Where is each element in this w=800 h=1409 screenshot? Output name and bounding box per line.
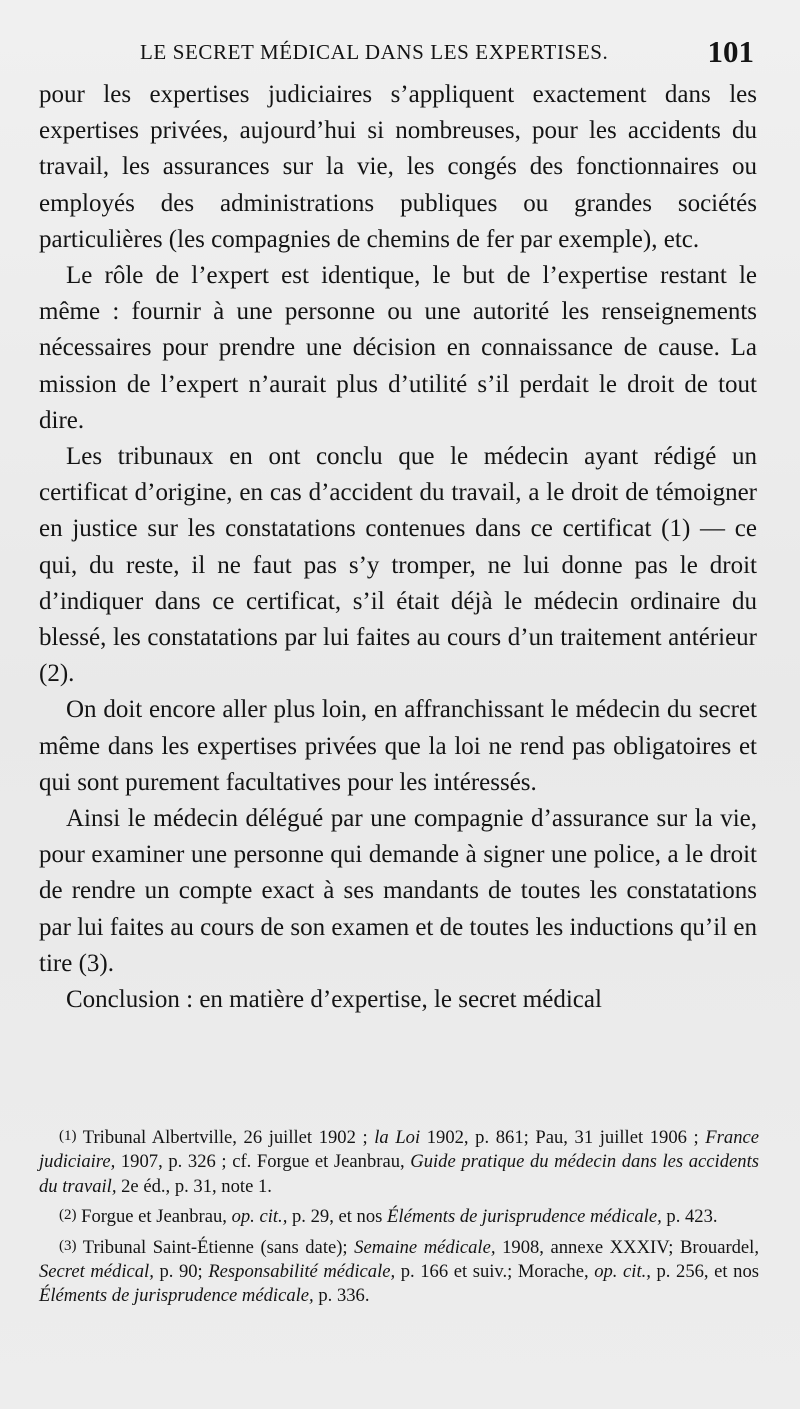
footnote-text: p. 423. — [661, 1206, 718, 1228]
footnote-text: p. 256, et nos — [650, 1261, 759, 1283]
footnote-italic: France judiciaire, — [39, 1127, 759, 1173]
page-number: 101 — [707, 34, 754, 69]
paragraph: On doit encore aller plus loin, en affranchissant le médecin du secret même dans les expertises privées que la loi ne rend pas obligatoires et qui sont purement facultatives pour les intéressés. — [39, 696, 757, 796]
footnote-1 — [39, 1124, 759, 1199]
footnote-italic: Éléments de jurisprudence médicale, — [387, 1206, 662, 1228]
footnote-italic: Guide pratique du médecin dans les accidents du travail, — [39, 1151, 759, 1197]
footnotes — [39, 1124, 759, 1313]
footnote-2 — [39, 1203, 759, 1229]
footnote-text: 1908, annexe XXXIV; Brouardel, — [495, 1236, 759, 1258]
footnote-italic: op. cit., — [231, 1206, 288, 1228]
paragraph: Le rôle de l’expert est identique, le but de l’expertise restant le même : fournir à une personne ou une autorité les renseignements nécessaires pour prendre une décision en connaissance de cause. La mission de l’expert n’aurait plus d’utilité s’il perdait le droit de tout dire. — [39, 262, 757, 434]
paragraph: Ainsi le médecin délégué par une compagnie d’assurance sur la vie, pour examiner une personne qui demande à signer une police, a le droit de rendre un compte exact à ses mandants de toutes les constatations par lui faites au cours de son examen et de toutes les inductions qu’il en tire (3). — [39, 805, 757, 977]
running-title: LE SECRET MÉDICAL DANS LES EXPERTISES. — [140, 40, 609, 64]
body-text — [39, 77, 757, 1018]
footnote-3 — [39, 1234, 759, 1309]
footnote-text: Tribunal Albertville, 26 juillet 1902 ; — [76, 1127, 375, 1148]
paragraph-continuation: pour les expertises judiciaires s’appliquent exactement dans les expertises privées, aujourd’hui si nombreuses, pour les accidents du travail, les assurances sur la vie, les congés des fonctionnaires ou employés des administrations publiques ou grandes sociétés particulières (les compagnies de chemins de fer par exemple), etc. — [39, 81, 757, 253]
footnote-mark: (3) — [59, 1237, 77, 1254]
footnote-text: 2e éd., p. 31, note 1. — [116, 1175, 272, 1197]
footnote-italic: Responsabilité médicale, — [208, 1261, 396, 1283]
footnote-italic: Semaine médicale, — [354, 1236, 496, 1258]
footnote-mark: (2) — [59, 1207, 77, 1224]
footnote-mark: (1) — [59, 1128, 77, 1144]
paragraph: Les tribunaux en ont conclu que le médecin ayant rédigé un certificat d’origine, en cas d’accident du travail, a le droit de témoigner en justice sur les constatations contenues dans ce certificat (1) — ce qui, du reste, il ne faut pas s’y tromper, ne lui donne pas le droit d’indiquer dans ce certificat, s’il était déjà le médecin ordinaire du blessé, les constatations par lui faites au cours d’un traitement antérieur (2). — [39, 443, 757, 688]
footnote-italic: Éléments de jurisprudence médicale, — [39, 1285, 314, 1307]
footnote-text: Forgue et Jeanbrau, — [76, 1206, 232, 1228]
paragraph: Conclusion : en matière d’expertise, le secret médical — [66, 986, 602, 1014]
footnote-italic: op. cit., — [594, 1261, 651, 1283]
footnote-italic: la Loi — [374, 1127, 421, 1148]
running-head — [40, 34, 760, 74]
footnote-text: 1902, p. 861; Pau, 31 juillet 1906 ; — [420, 1127, 706, 1148]
footnote-text: p. 336. — [313, 1285, 370, 1307]
footnote-text: p. 90; — [153, 1261, 209, 1283]
footnote-text: 1907, p. 326 ; cf. Forgue et Jeanbrau, — [115, 1151, 411, 1173]
footnote-text: Tribunal Saint-Étienne (sans date); — [76, 1236, 355, 1258]
footnote-italic: Secret médical, — [39, 1261, 154, 1283]
footnote-text: p. 166 et suiv.; Morache, — [395, 1261, 595, 1283]
footnote-text: p. 29, et nos — [287, 1206, 388, 1228]
